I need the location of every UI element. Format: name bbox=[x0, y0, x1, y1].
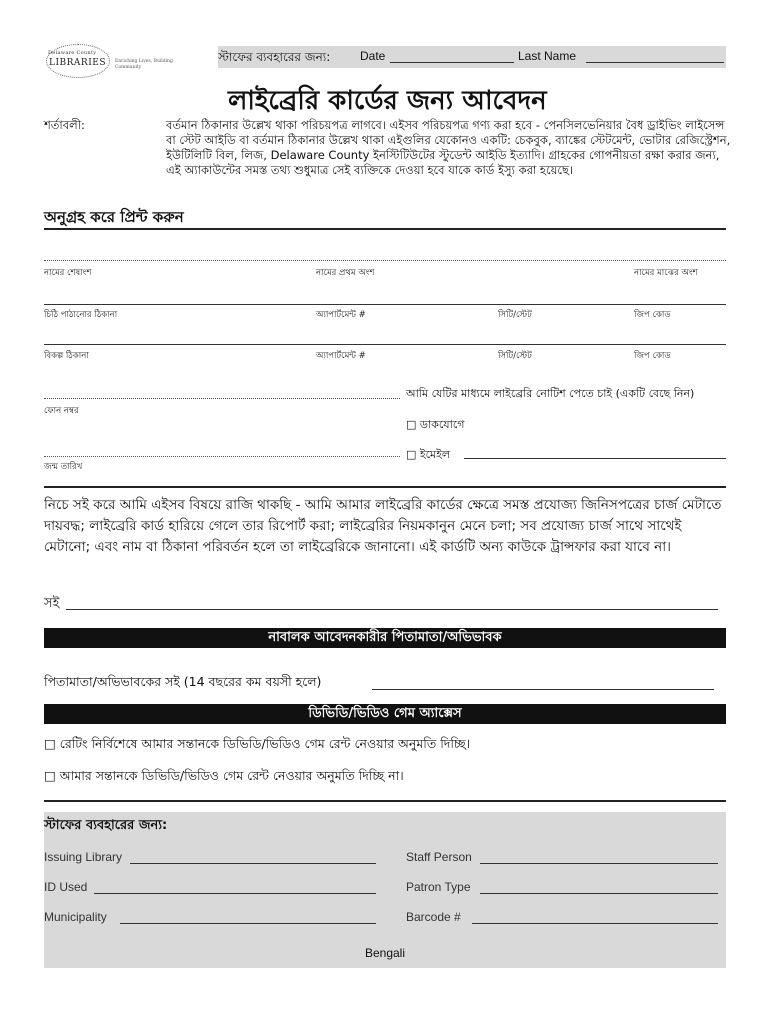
logo-main-text: LIBRARIES bbox=[49, 58, 106, 68]
logo-tagline: Enriching Lives, Building Community bbox=[115, 59, 173, 70]
issuing-library-label: Issuing Library bbox=[44, 850, 123, 864]
dvd-section-header: ডিভিডি/ভিডিও গেম অ্যাক্সেস bbox=[44, 704, 726, 724]
city-state-label: সিটি/স্টেট bbox=[498, 310, 532, 320]
notice-prompt: আমি যেটির মাধ্যমে লাইব্রেরি নোটিশ পেতে চাই (একটি বেছে নিন) bbox=[406, 387, 695, 400]
phone-line[interactable] bbox=[44, 398, 400, 399]
last-name-label: Last Name bbox=[518, 49, 577, 63]
logo-top-text: Delaware County bbox=[48, 50, 97, 56]
alt-address-line[interactable] bbox=[44, 344, 726, 345]
dvd-deny-checkbox[interactable]: □ আমার সন্তানকে ডিভিডি/ভিডিও গেম রেন্ট নেওয়ার অনুমতি দিচ্ছি না। bbox=[44, 768, 404, 783]
terms-text: বর্তমান ঠিকানার উল্লেখ থাকা পরিচয়পত্র লাগবে। এইসব পরিচয়পত্র গণ্য করা হবে - পেনসিলভেনিয়ার বৈধ ড্রাইভিং লাইসেন্স বা স্টেট আইডি বা বর্তমান ঠিকানার উল্লেখ থাকা এইগুলির যেকোনও একটি: চেকবুক, ব্যাঙ্কের স্টেটমেন্ট, ভোটার রেজিস্ট্রেশন, ইউটিলিটি বিল, লিজ, Delaware County ইনস্টিটিউটের স্টুডেন্ট আইডি ইত্যাদি। গ্রাহকের গোপনীয়তা রক্ষা করার জন্য, এই অ্যাকাউন্টের সমস্ত তথ্য শুধুমাত্র সেই ব্যক্তিকে দেওয়া হবে যাকে কার্ড ইস্যু করা হয়েছে। bbox=[166, 118, 731, 177]
terms-label: শর্তাবলী: bbox=[44, 118, 85, 132]
staff-box-title: স্টাফের ব্যবহারের জন্য: bbox=[44, 818, 168, 833]
form-title: লাইব্রেরি কার্ডের জন্য আবেদন bbox=[228, 86, 547, 116]
divider bbox=[44, 486, 726, 488]
dob-label: জন্ম তারিখ bbox=[44, 462, 83, 472]
city-state2-label: সিটি/স্টেট bbox=[498, 351, 532, 361]
last-name-label: নামের শেষাংশ bbox=[44, 268, 92, 278]
print-prompt: অনুগ্রহ করে প্রিন্ট করুন bbox=[44, 208, 184, 226]
staff-use-box bbox=[44, 812, 726, 968]
id-used-field[interactable] bbox=[94, 893, 376, 894]
dob-line[interactable] bbox=[44, 456, 400, 457]
issuing-library-field[interactable] bbox=[130, 863, 376, 864]
barcode-field[interactable] bbox=[472, 923, 718, 924]
first-name-label: নামের প্রথম অংশ bbox=[316, 268, 375, 278]
zip2-label: জিপ কোড bbox=[634, 351, 671, 361]
patron-type-field[interactable] bbox=[480, 893, 718, 894]
parent-signature-field[interactable] bbox=[372, 689, 714, 690]
zip-label: জিপ কোড bbox=[634, 310, 671, 320]
middle-name-label: নামের মাঝের অংশ bbox=[634, 268, 698, 278]
email-field[interactable] bbox=[464, 458, 726, 459]
mailing-address-label: চিঠি পাঠানোর ঠিকানা bbox=[44, 310, 118, 320]
name-line[interactable] bbox=[44, 260, 726, 261]
notice-email-checkbox[interactable]: □ ইমেইল bbox=[406, 448, 451, 461]
staff-person-field[interactable] bbox=[480, 863, 718, 864]
staff-use-header bbox=[218, 46, 726, 68]
signature-field[interactable] bbox=[66, 609, 718, 610]
municipality-label: Municipality bbox=[44, 910, 107, 924]
staff-last-name-field[interactable] bbox=[586, 62, 724, 63]
municipality-field[interactable] bbox=[120, 923, 376, 924]
staff-use-label: স্টাফের ব্যবহারের জন্য: bbox=[218, 50, 331, 64]
divider bbox=[44, 800, 726, 802]
barcode-label: Barcode # bbox=[406, 910, 461, 924]
date-label: Date bbox=[360, 49, 386, 63]
divider bbox=[44, 228, 726, 230]
dvd-allow-checkbox[interactable]: □ রেটিং নির্বিশেষে আমার সন্তানকে ডিভিডি/ভিডিও গেম রেন্ট নেওয়ার অনুমতি দিচ্ছি। bbox=[44, 736, 471, 751]
apartment2-label: অ্যাপার্টমেন্ট # bbox=[316, 351, 366, 361]
phone-label: ফোন নম্বর bbox=[44, 406, 79, 416]
agreement-text: নিচে সই করে আমি এইসব বিষয়ে রাজি থাকছি - আমি আমার লাইব্রেরি কার্ডের ক্ষেত্রে সমস্ত প্রযোজ্য জিনিসপত্রের চার্জ মেটাতে দায়বদ্ধ; লাইব্রেরি কার্ড হারিয়ে গেলে তার রিপোর্ট করা; লাইব্রেরির নিয়মকানুন মেনে চলা; সব প্রযোজ্য চার্জ সাথে সাথেই মেটানো; এবং নাম বা ঠিকানা পরিবর্তন হলে তা লাইব্রেরিকে জানানো। এই কার্ডটি অন্য কাউকে ট্রান্সফার করা যাবে না। bbox=[44, 497, 722, 555]
staff-person-label: Staff Person bbox=[406, 850, 472, 864]
id-used-label: ID Used bbox=[44, 880, 88, 894]
apartment-label: অ্যাপার্টমেন্ট # bbox=[316, 310, 366, 320]
language-footer: Bengali bbox=[364, 946, 406, 960]
signature-label: সই bbox=[44, 596, 60, 611]
mailing-address-line[interactable] bbox=[44, 304, 726, 305]
library-logo bbox=[46, 44, 174, 78]
date-field[interactable] bbox=[390, 62, 514, 63]
alt-address-label: বিকল্প ঠিকানা bbox=[44, 351, 89, 361]
parent-signature-label: পিতামাতা/অভিভাবকের সই (14 বছরের কম বয়সী হলে) bbox=[44, 674, 322, 689]
notice-mail-checkbox[interactable]: □ ডাকযোগে bbox=[406, 418, 465, 431]
patron-type-label: Patron Type bbox=[406, 880, 471, 894]
minor-section-header: নাবালক আবেদনকারীর পিতামাতা/অভিভাবক bbox=[44, 628, 726, 648]
